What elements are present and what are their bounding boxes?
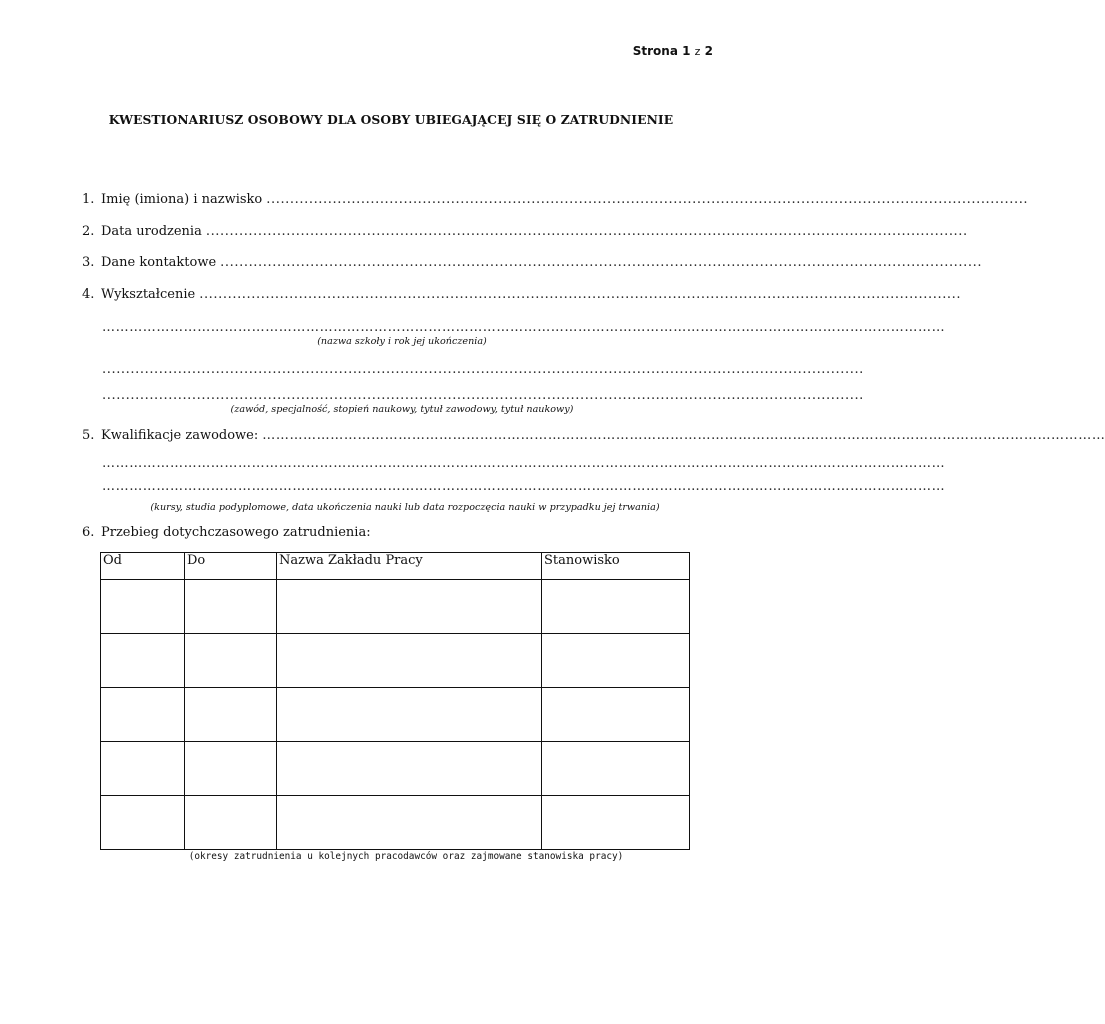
- fill-line-school[interactable]: ……………………………………………………………………………………………………………………………………………………………………: [102, 320, 946, 335]
- cell-employer[interactable]: [277, 742, 542, 796]
- page-current: 1: [682, 44, 691, 58]
- field-birth-date[interactable]: [82, 224, 968, 242]
- fill-line-profession-1[interactable]: .................................................................................................................................................................: [102, 362, 864, 377]
- hint-qualifications: (kursy, studia podyplomowe, data ukończenia nauki lub data rozpoczęcia nauki w przypadku jej trwania): [150, 502, 660, 513]
- hint-employment: (okresy zatrudnienia u kolejnych pracodawców oraz zajmowane stanowiska pracy): [188, 851, 624, 862]
- cell-to[interactable]: [185, 742, 277, 796]
- fill-line-profession-2[interactable]: .................................................................................................................................................................: [102, 388, 864, 403]
- column-header-position: Stanowisko: [542, 553, 690, 580]
- fill-line[interactable]: .................................................................................................................................................................: [220, 255, 983, 270]
- field-employment-history: [82, 525, 712, 543]
- fill-line[interactable]: .................................................................................................................................................................: [205, 224, 968, 239]
- cell-position[interactable]: [542, 634, 690, 688]
- cell-to[interactable]: [185, 580, 277, 634]
- page-number: [633, 44, 713, 58]
- fill-line[interactable]: .................................................................................................................................................................: [199, 287, 962, 302]
- cell-from[interactable]: [101, 796, 185, 850]
- field-number: 1.: [82, 192, 95, 207]
- field-label: Kwalifikacje zawodowe:: [101, 428, 259, 443]
- table-row: [101, 796, 690, 850]
- hint-school: (nazwa szkoły i rok jej ukończenia): [317, 336, 487, 347]
- field-qualifications[interactable]: [82, 428, 1105, 446]
- cell-to[interactable]: [185, 796, 277, 850]
- field-number: 5.: [82, 428, 95, 443]
- field-label: Wykształcenie: [101, 287, 196, 302]
- employment-table: [100, 552, 690, 850]
- field-contact-data[interactable]: [82, 255, 983, 273]
- fill-line[interactable]: ……………………………………………………………………………………………………………………………………………………………………: [262, 428, 1105, 443]
- column-header-to: Do: [185, 553, 277, 580]
- field-full-name[interactable]: [82, 192, 1029, 210]
- hint-degree: (zawód, specjalność, stopień naukowy, tytuł zawodowy, tytuł naukowy): [230, 404, 574, 415]
- table-row: [101, 580, 690, 634]
- cell-position[interactable]: [542, 688, 690, 742]
- cell-employer[interactable]: [277, 580, 542, 634]
- cell-position[interactable]: [542, 580, 690, 634]
- field-label: Dane kontaktowe: [101, 255, 217, 270]
- table-row: [101, 742, 690, 796]
- cell-to[interactable]: [185, 634, 277, 688]
- fill-line[interactable]: .................................................................................................................................................................: [266, 192, 1029, 207]
- cell-from[interactable]: [101, 742, 185, 796]
- table-row: [101, 634, 690, 688]
- page-of: z: [694, 45, 701, 58]
- page-total: 2: [704, 44, 713, 58]
- cell-position[interactable]: [542, 796, 690, 850]
- page-word: Strona: [632, 44, 678, 58]
- field-number: 3.: [82, 255, 95, 270]
- fill-line-qualifications-2[interactable]: ……………………………………………………………………………………………………………………………………………………………………: [102, 479, 946, 494]
- column-header-employer: Nazwa Zakładu Pracy: [277, 553, 542, 580]
- document-title: KWESTIONARIUSZ OSOBOWY DLA OSOBY UBIEGAJĄCEJ SIĘ O ZATRUDNIENIE: [108, 112, 674, 127]
- table-row: [101, 688, 690, 742]
- fill-line-qualifications-1[interactable]: ……………………………………………………………………………………………………………………………………………………………………: [102, 456, 946, 471]
- cell-employer[interactable]: [277, 634, 542, 688]
- cell-from[interactable]: [101, 688, 185, 742]
- field-number: 2.: [82, 224, 95, 239]
- field-number: 6.: [82, 525, 95, 540]
- cell-to[interactable]: [185, 688, 277, 742]
- cell-position[interactable]: [542, 742, 690, 796]
- field-number: 4.: [82, 287, 95, 302]
- column-header-from: Od: [101, 553, 185, 580]
- field-label: Imię (imiona) i nazwisko: [101, 192, 263, 207]
- field-education[interactable]: [82, 287, 962, 305]
- cell-from[interactable]: [101, 580, 185, 634]
- cell-from[interactable]: [101, 634, 185, 688]
- table-header-row: [101, 553, 690, 580]
- field-label: Data urodzenia: [101, 224, 202, 239]
- field-label: Przebieg dotychczasowego zatrudnienia:: [101, 525, 371, 540]
- cell-employer[interactable]: [277, 688, 542, 742]
- cell-employer[interactable]: [277, 796, 542, 850]
